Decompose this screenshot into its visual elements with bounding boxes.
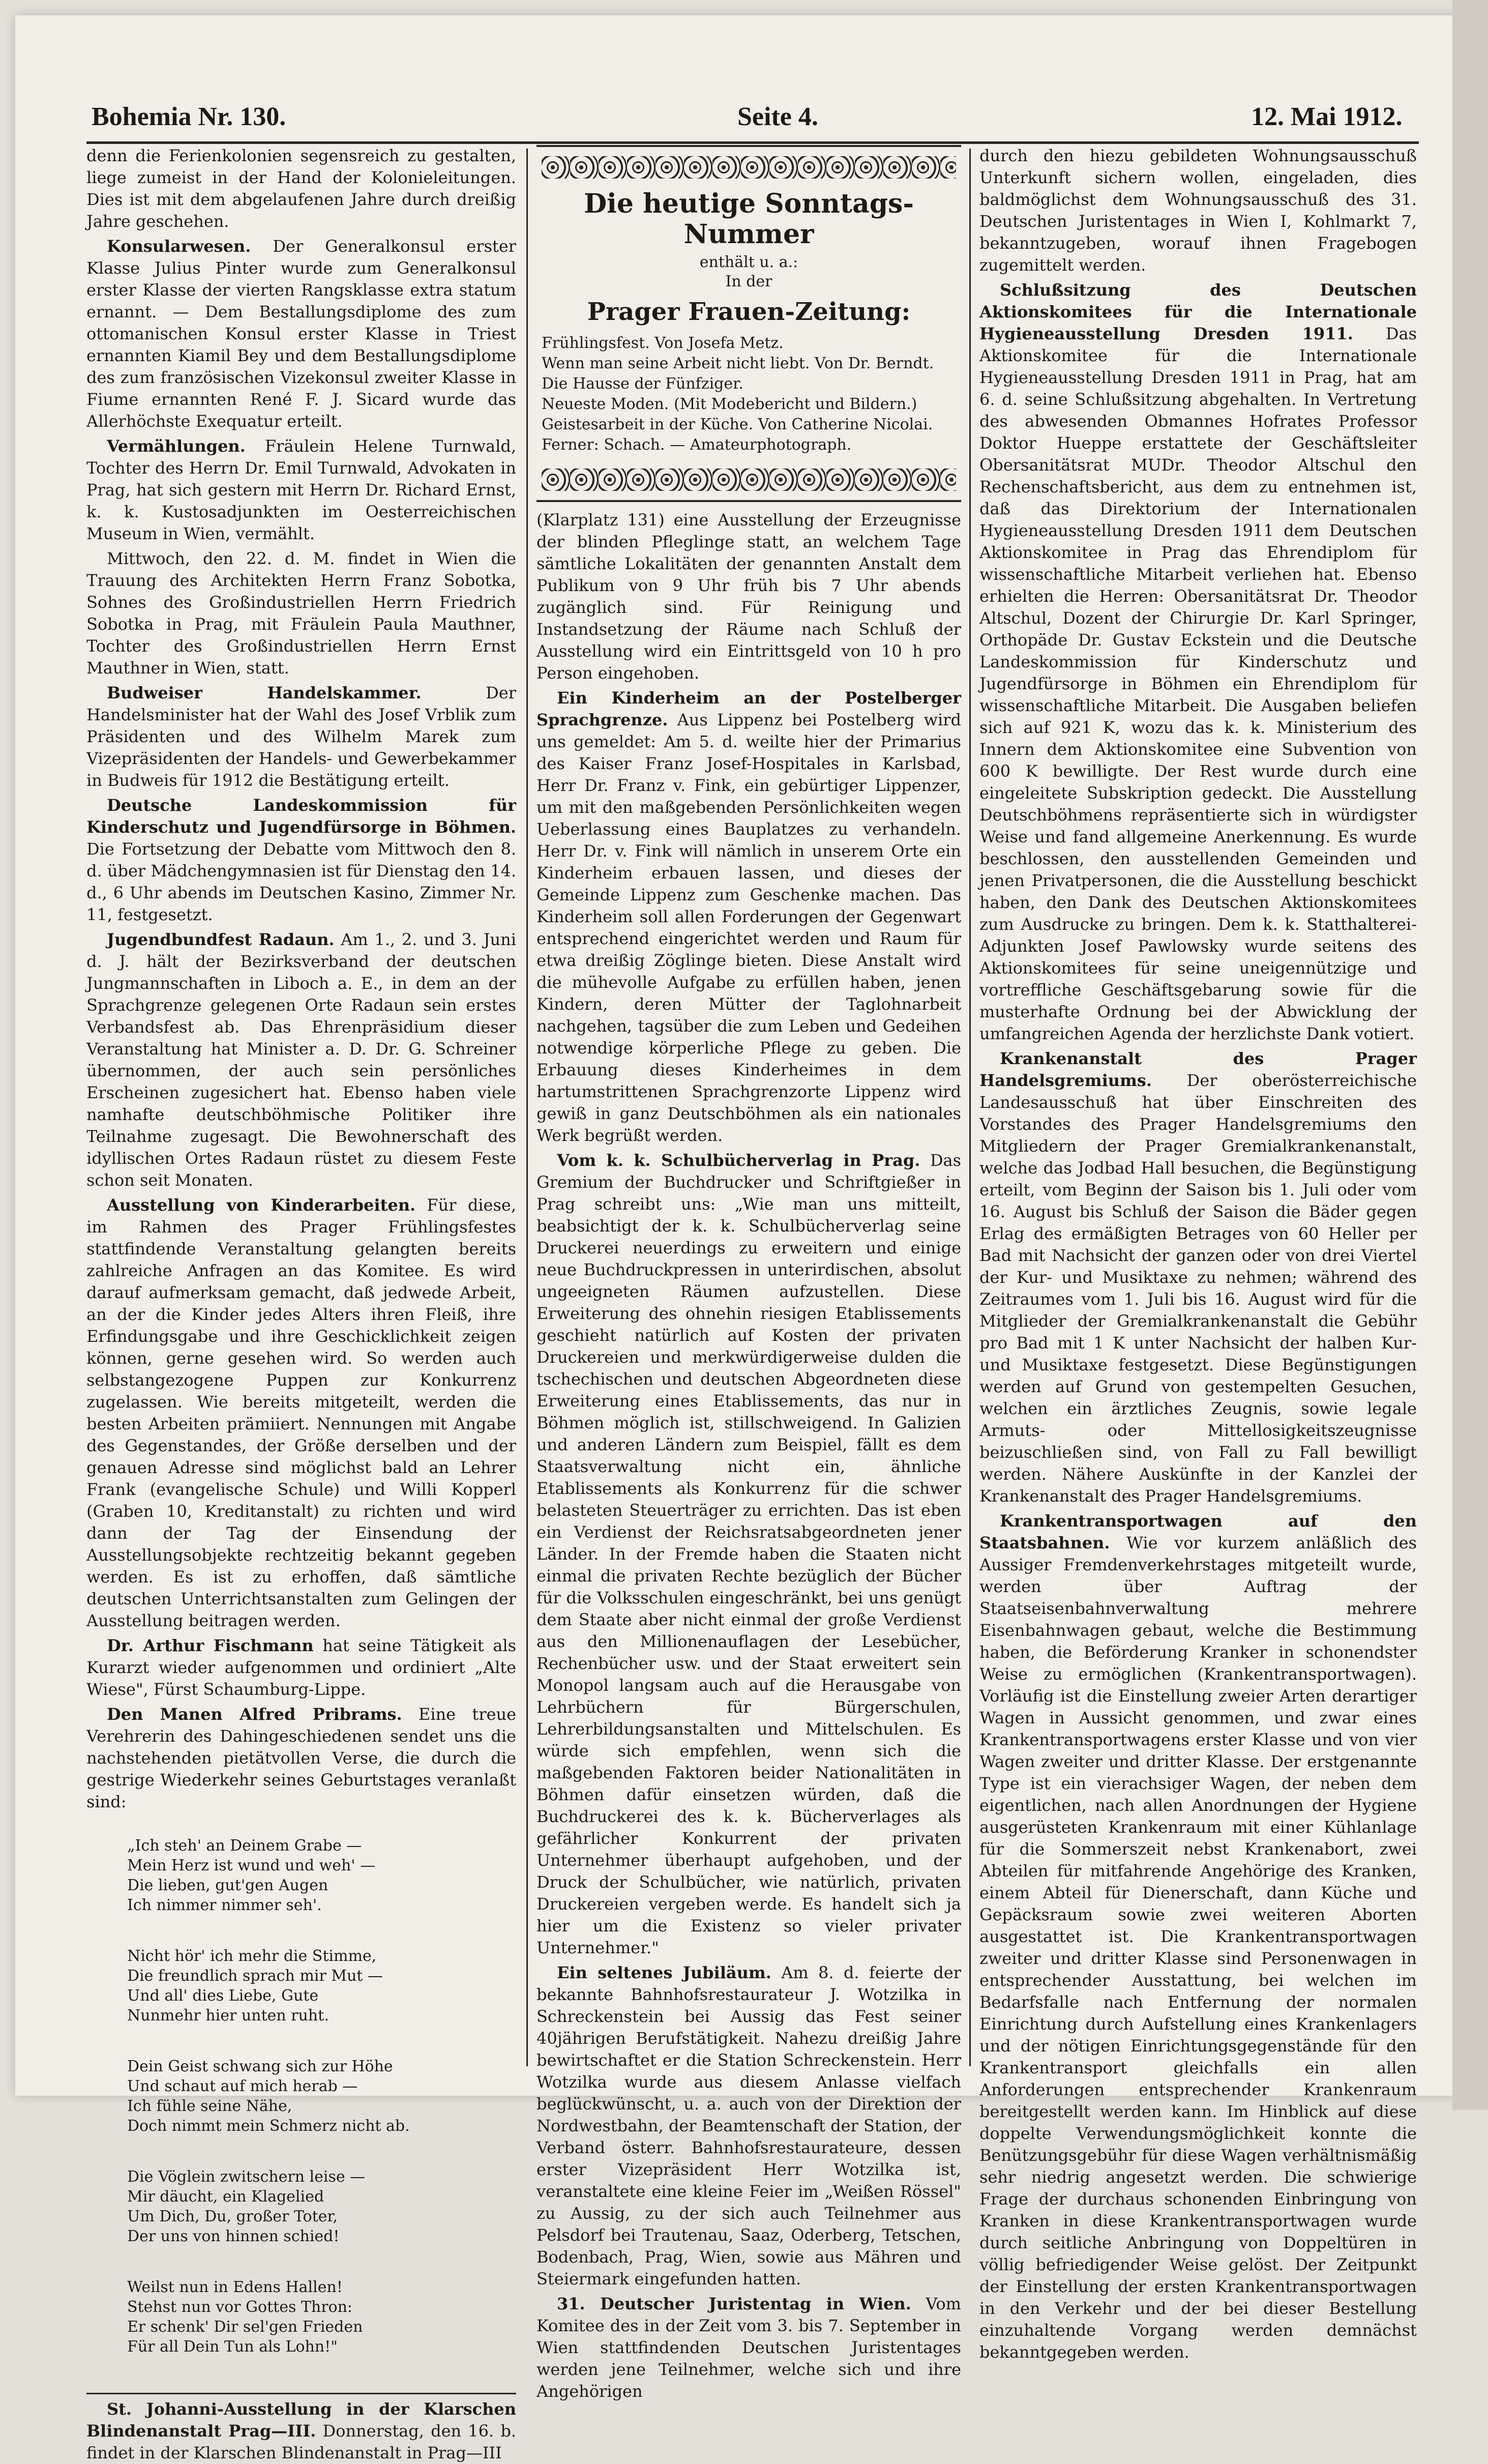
- column-divider-1: [526, 149, 528, 2066]
- article: [537, 2293, 961, 2402]
- article-heading: Ausstellung von Kinderarbeiten.: [107, 1195, 416, 1215]
- article-text: durch den hiezu gebildeten Wohnungsausschuß Unterkunft sichern wollen, eingeladen, dies baldmöglichst dem Wohnungsausschuß des 31. Deutschen Juristentages in Wien I, Kohlmarkt 7, bekanntzugeben, worauf ihnen Fragebogen zugemittelt werden.: [979, 146, 1417, 275]
- article: [86, 929, 516, 1191]
- article: [86, 1704, 516, 1813]
- article-heading: Konsularwesen.: [107, 237, 251, 256]
- ornament-border: [542, 468, 956, 491]
- article-text: Eine treue Verehrerin des Dahingeschiedenen sendet uns die nachstehenden pietätvollen Verse, die durch die gestrige Wiederkehr seines Geburtstages veranlaßt sind:: [86, 1705, 516, 1811]
- article-text: Aus Lippenz bei Postelberg wird uns gemeldet: Am 5. d. weilte hier der Primarius des Kaiser Franz Josef-Hospitales in Karlsbad, Herr Dr. Franz v. Fink, ein gebürtiger Lippenzer, um mit den maßgebenden Persönlichkeiten wegen Ueberlassung eines Bauplatzes zu verhandeln. Herr Dr. v. Fink will nämlich in unserem Orte ein Kinderheim erbauen lassen, und dieses der Gemeinde Lippenz zum Geschenke machen. Das Kinderheim soll allen Forderungen der Gegenwart entsprechend eingerichtet werden und Raum für etwa dreißig Zöglinge bieten. Diese Anstalt wird die mühevolle Aufgabe zu erfüllen haben, jenen Kindern, deren Mütter der Taglohnarbeit nachgehen, tagsüber die zum Leben und Gedeihen notwendige körperliche Pflege zu geben. Die Erbauung dieses Kinderheimes in dem hartumstrittenen Sprachgrenzorte Lippenz wird gewiß in ganz Deutschböhmen als ein nationales Werk begrüßt werden.: [537, 710, 962, 1145]
- poem-stanza: Nicht hör' ich mehr die Stimme, Die freundlich sprach mir Mut — Und all' dies Liebe, Gute Nunmehr hier unten ruht.: [127, 1947, 383, 2025]
- article-text: Der Generalkonsul erster Klasse Julius Pinter wurde zum Generalkonsul erster Klasse der vierten Rangsklasse extra statum ernannt. — Dem Bestallungsdiplome des zum ottomanischen Konsul erster Klasse in Triest ernannten Kiamil Bey und dem Bestallungsdiplome des zum französischen Vizekonsul zweiter Klasse in Fiume ernannten René F. J. Sicard wurde das Allerhöchste Exequatur erteilt.: [86, 237, 517, 431]
- article-text: Das Gremium der Buchdrucker und Schriftgießer in Prag schreibt uns: „Wie man uns mitteilt, beabsichtigt der k. k. Schulbücherverlag seine Druckerei neuerdings zu erweitern und einige neue Buchdruckpressen in unterirdischen, absolut ungeeigneten Räumen aufzustellen. Diese Erweiterung des ohnehin riesigen Etablissements geschieht natürlich auf Kosten der privaten Druckereien und merkwürdigerweise dulden die tschechischen und deutschen Abgeordneten diese Erweiterung eines Etablissements, das nur in Böhmen möglich ist, stillschweigend. In Galizien und anderen Ländern zum Beispiel, fällt es dem Staatsverwaltung nicht ein, ähnliche Etablissements als Konkurrenz für die schwer belasteten Steuerträger zu errichten. Das ist eben ein Verdienst der Reichsratsabgeordneten jener Länder. In der Fremde haben die Staaten nicht einmal die privaten Rechte bezüglich der Bücher für die Volksschulen eingeschränkt, bei uns genügt dem Staate aber nicht einmal der große Verdienst aus den Millionenauflagen der Lesebücher, Rechenbücher usw. und der Staat erweitert sein Monopol langsam auch auf die Herausgabe von Lehrbüchern für Bürgerschulen, Lehrerbildungsanstalten und Mittelschulen. Es würde sich empfehlen, wenn sich die maßgebenden Faktoren beider Nationalitäten in Böhmen dafür einsetzen würden, daß die Buchdruckerei des k. k. Bücherverlages als gefährlicher Konkurrent der privaten Unternehmer überhaupt aufgehoben, und der Druck der Schulbücher, wie natürlich, privaten Druckereien vergeben werde. Es handelt sich ja hier um die Existenz so vieler privater Unternehmer.": [537, 1151, 961, 1957]
- page-edge-shadow: [1452, 0, 1488, 2110]
- poem: [127, 1816, 516, 2388]
- issue-date: 12. Mai 1912.: [1251, 102, 1403, 131]
- article-text: Vom Komitee des in der Zeit vom 3. bis 7. September in Wien stattfindenden Deutschen Juristentages werden jene Teilnehmer, welche sich und ihre Angehörigen: [537, 2294, 962, 2401]
- article-text: hat seine Tätigkeit als Kurarzt wieder aufgenommen und ordiniert „Alte Wiese", Fürst Schaumburg-Lippe.: [86, 1636, 517, 1699]
- box-item: Wenn man seine Arbeit nicht liebt. Von Dr. Berndt.: [542, 355, 934, 372]
- article-heading: Vermählungen.: [107, 436, 246, 456]
- page-header: [81, 102, 1424, 148]
- column-1: [86, 145, 517, 2462]
- poem-stanza: Weilst nun in Edens Hallen! Stehst nun vor Gottes Thron: Er schenk' Dir sel'gen Frieden Für all Dein Tun als Lohn!": [127, 2278, 363, 2356]
- article-text: Fräulein Helene Turnwald, Tochter des Herrn Dr. Emil Turnwald, Advokaten in Prag, hat sich gestern mit Herrn Dr. Richard Ernst, k. k. Kustosadjunkten im Oesterreichischen Museum in Wien, vermählt.: [86, 436, 517, 543]
- article-text: Die Fortsetzung der Debatte vom Mittwoch den 8. d. über Mädchengymnasien ist für Dienstag den 14. d., 6 Uhr abends im Deutschen Kasino, Zimmer Nr. 11, festgesetzt.: [86, 839, 516, 924]
- poem-stanza: „Ich steh' an Deinem Grabe — Mein Herz ist wund und weh' — Die lieben, gut'gen Augen Ich nimmer nimmer seh'.: [127, 1837, 376, 1914]
- newspaper-page: [15, 15, 1460, 2462]
- box-subtitle: enthält u. a.:: [699, 253, 798, 271]
- article-heading: Krankentransportwagen auf den Staatsbahnen.: [979, 1511, 1417, 1552]
- article: [979, 279, 1417, 1045]
- article-heading: Jugendbundfest Radaun.: [107, 930, 335, 949]
- article-heading: Ein seltenes Jubiläum.: [557, 1963, 771, 1982]
- paper-issue: Bohemia Nr. 130.: [92, 102, 286, 131]
- column-divider-2: [969, 149, 971, 2066]
- article-heading: Den Manen Alfred Pribrams.: [107, 1705, 402, 1724]
- article-heading: Schlußsitzung des Deutschen Aktionskomitees für die Internationale Hygieneausstellung Dresden 1911.: [979, 280, 1417, 343]
- article: [979, 1510, 1417, 2363]
- article: [537, 1962, 961, 2290]
- page-number: Seite 4.: [737, 102, 818, 131]
- article-text: Am 8. d. feierte der bekannte Bahnhofsrestaurateur J. Wotzilka in Schreckenstein bei Aussig das Fest seiner 40jährigen Berufstätigkeit. Nahezu dreißig Jahre bewirtschaftet er die Station Schreckenstein. Herr Wotzilka wurde aus diesem Anlasse vielfach beglückwünscht, u. a. auch von der Direktion der Nordwestbahn, der Beamtenschaft der Station, der Verband österr. Bahnhofsrestaurateure, dessen erster Vizepräsident Herr Wotzilka ist, veranstaltete eine kleine Feier im „Weißen Rössel" zu Aussig, zu der sich auch Teilnehmer aus Pelsdorf bei Trautenau, Saaz, Oderberg, Tetschen, Bodenbach, Prag, Wien, sowie aus Mähren und Steiermark eingefunden hatten.: [537, 1963, 962, 2289]
- article-text: Der Handelsminister hat der Wahl des Josef Vrblik zum Präsidenten und des Wilhelm Marek zum Vizepräsidenten der Handels- und Gewerbekammer in Budweis für 1912 die Bestätigung erteilt.: [86, 683, 516, 790]
- box-item: Ferner: Schach. — Amateurphotograph.: [542, 436, 852, 454]
- column-3: [979, 145, 1417, 2362]
- box-title: Die heutige Sonntags-Nummer: [584, 188, 914, 250]
- article-heading: Krankenanstalt des Prager Handelsgremiums.: [979, 1049, 1417, 1090]
- article: [537, 687, 961, 1147]
- header-rule: [86, 141, 1419, 144]
- article-heading: Deutsche Landeskommission für Kinderschutz und Jugendfürsorge in Böhmen.: [86, 796, 516, 837]
- article-heading: Dr. Arthur Fischmann: [107, 1636, 314, 1655]
- box-item: Neueste Moden. (Mit Modebericht und Bildern.): [542, 395, 917, 413]
- article-heading: Vom k. k. Schulbücherverlag in Prag.: [557, 1151, 920, 1170]
- box-item: Frühlingsfest. Von Josefa Metz.: [542, 334, 784, 352]
- article-text: Wie vor kurzem anläßlich des Aussiger Fremdenverkehrstages mitgeteilt wurde, werden über Auftrag der Staatseisenbahnverwaltung mehrere Eisenbahnwagen gebaut, welche die Bestimmung haben, die Beförderung Kranker in schonendster Weise zu ermöglichen (Krankentransportwagen). Vorläufig ist die Einstellung zweier Arten derartiger Wagen in Aussicht genommen, und zwar eines Krankentransportwagens erster Klasse und von vier Wagen zweiter und dritter Klasse. Der erstgenannte Type ist ein vierachsiger Wagen, der neben dem eigentlichen, nach allen Anordnungen der Hygiene ausgerüsteten Krankenraum mit einer Kühlanlage für die Sommerszeit nebst Krankenabort, zwei Abteilen für mitfahrende Angehörige des Kranken, einem Abteil für Dienerschaft, dann Küche und Gepäcksraum sowie zwei weiteren Aborten ausgestattet ist. Die Krankentransportwagen zweiter und dritter Klasse sind Personenwagen in entsprechender Ausstattung, bei welchen im Bedarfsfalle nach Entfernung der normalen Einrichtung durch Aufstellung eines Krankenlagers und der nötigen Einrichtungsgegenstände für den Krankentransport gleichfalls ein allen Anforderungen entsprechender Krankenraum bereitgestellt werden kann. Im Hinblick auf diese doppelte Verwendungsmöglichkeit konnte die Benützungsgebühr für diese Wagen verhältnismäßig sehr niedrig angesetzt werden. Die schwierige Frage der durchaus schonenden Einbringung von Kranken in diese Krankentransportwagen wurde durch seitliche Anbringung von Doppeltüren in völlig befriedigender Weise gelöst. Der Zeitpunkt der Einstellung der ersten Krankentransportwagen in den Verkehr und der bei dieser Bestellung einzuhaltende Vorgang werden demnächst bekanntgegeben werden.: [979, 1533, 1417, 2362]
- article: [86, 795, 516, 926]
- article: [537, 1150, 961, 1959]
- article-heading: Budweiser Handelskammer.: [107, 683, 422, 702]
- box-paper-name: Prager Frauen-Zeitung:: [587, 298, 911, 326]
- article-text: Mittwoch, den 22. d. M. findet in Wien die Trauung des Architekten Herrn Franz Sobotka, Sohnes des Großindustriellen Herrn Friedrich Sobotka in Prag, mit Fräulein Paula Mauthner, Tochter des Großindustriellen Herrn Ernst Mauthner in Wien, statt.: [86, 549, 516, 678]
- poem-stanza: Dein Geist schwang sich zur Höhe Und schaut auf mich herab — Ich fühle seine Nähe, Doch nimmt mein Schmerz nicht ab.: [127, 2058, 410, 2135]
- article-text: Für diese, im Rahmen des Prager Frühlingsfestes stattfindende Veranstaltung gelangten bereits zahlreiche Anfragen an das Komitee. Es wird darauf aufmerksam gemacht, daß jedwede Arbeit, an der die Kinder jedes Alters ihren Fleiß, ihre Erfindungsgabe und ihre Geschicklichkeit zeigen können, gerne gesehen wird. So werden auch selbstangezogene Puppen zur Konkurrenz zugelassen. Wie bereits mitgeteilt, werden die besten Arbeiten prämiiert. Nennungen mit Angabe des Gegenstandes, der Größe derselben und der genauen Adresse sind möglichst bald an Lehrer Frank (evangelische Schule) und Willi Kopperl (Graben 10, Kreditanstalt) zu richten und wird dann der Tag der Einsendung der Ausstellungsobjekte rechtzeitig bekannt gegeben werden. Es ist zu erhoffen, daß sämtliche deutschen Unterrichtsanstalten zum Gelingen der Ausstellung beitragen werden.: [86, 1195, 517, 1630]
- article: [86, 1635, 516, 1700]
- box-subtitle: In der: [725, 273, 772, 290]
- article-text: Donnerstag, den 16. b. findet in der Klarschen Blindenanstalt in Prag—III: [86, 2421, 517, 2462]
- box-item: Die Hausse der Fünfziger.: [542, 375, 743, 393]
- poem-stanza: Die Vöglein zwitschern leise — Mir däucht, ein Klagelied Um Dich, Du, großer Toter, Der uns von hinnen schied!: [127, 2168, 366, 2245]
- article: [86, 2398, 516, 2464]
- article-text: Das Aktionskomitee für die Internationale Hygieneausstellung Dresden 1911 in Prag, hat am 6. d. seine Schlußsitzung abgehalten. In Vertretung des abwesenden Obmannes Hofrates Professor Doktor Hueppe erstattete der Geschäftsleiter Obersanitätsrat MUDr. Theodor Altschul den Rechenschaftsbericht, aus dem zu entnehmen ist, daß das Direktorium der Internationalen Hygieneausstellung Dresden 1911 dem Deutschen Aktionskomitee in Prag das Ehrendiplom für wissenschaftliche Mitarbeit verliehen hat. Ebenso erhielten die Herren: Obersanitätsrat Dr. Theodor Altschul, Dozent der Chirurgie Dr. Karl Springer, Orthopäde Dr. Gustav Eckstein und die Deutsche Landeskommission für Kinderschutz und Jugendfürsorge in Böhmen ein Ehrendiplom für wissenschaftliche Mitarbeit. Die Ausgaben beliefen sich auf 921 K, wozu das k. k. Ministerium des Innern dem Aktionskomitee eine Subvention von 600 K bewilligte. Der Rest wurde durch eine eingeleitete Subskription gedeckt. Die Ausstellung Deutschböhmens repräsentierte sich in würdigster Weise und fand allgemeine Anerkennung. Es wurde beschlossen, den ausstellenden Gemeinden und jenen Privatpersonen, die die Ausstellung beschickt haben, den Dank des Deutschen Aktionskomitees zum Ausdrucke zu bringen. Dem k. k. Statthalterei-Adjunkten Josef Pawlowsky wurde seitens des Aktionskomitees für seine uneigennützige und vortreffliche Geschäftsgebarung sowie für die musterhafte Ordnung bei der Abwicklung der umfangreichen Agenda der herzlichste Dank votiert.: [979, 324, 1417, 1043]
- sunday-issue-box: [537, 145, 961, 502]
- column-2: [537, 145, 962, 2401]
- article-text: Der oberösterreichische Landesausschuß hat über Einschreiten des Vorstandes des Prager Handelsgremiums den Mitgliedern der Prager Gremialkrankenanstalt, welche das Jodbad Hall besuchen, die Begünstigung erteilt, vom Beginn der Saison bis 1. Juli oder vom 16. August bis Schluß der Saison die Bäder gegen Erlag des ermäßigten Betrages von 60 Heller per Bad mit Nachsicht der ganzen oder von drei Viertel der Kur- und Musiktaxe zu nehmen; während des Zeitraumes vom 1. Juli bis 16. August wird für die Mitglieder der Gremialkrankenanstalt die Gebühr pro Bad mit 1 K unter Nachsicht der halben Kur- und Musiktaxe festgesetzt. Diese Begünstigungen werden auf Grund von gestempelten Gesuchen, welchen ein ärztliches Zeugnis, sowie legale Armuts- oder Mittellosigkeitszeugnisse beizuschließen sind, von Fall zu Fall bewilligt werden. Nähere Auskünfte in der Kanzlei der Krankenanstalt des Prager Handelsgremiums.: [979, 1071, 1417, 1506]
- box-item: Geistesarbeit in der Küche. Von Catherine Nicolai.: [542, 416, 933, 433]
- article-heading: 31. Deutscher Juristentag in Wien.: [557, 2294, 911, 2313]
- article-text: Am 1., 2. und 3. Juni d. J. hält der Bezirksverband der deutschen Jungmannschaften in Liboch a. E., in dem an der Sprachgrenze gelegenen Orte Radaun sein erstes Verbandsfest ab. Das Ehrenpräsidium dieser Veranstaltung hat Minister a. D. Dr. G. Schreiner übernommen, der auch sein persönliches Erscheinen zugesichert hat. Ebenso haben viele namhafte deutschböhmische Politiker ihre Teilnahme zugesagt. Die Bewohnerschaft des idyllischen Ortes Radaun rüstet zu diesem Feste schon seit Monaten.: [86, 930, 517, 1190]
- article: [86, 1194, 516, 1632]
- article-heading: Ein Kinderheim an der Postelberger Sprachgrenze.: [537, 688, 961, 729]
- article: [86, 682, 516, 791]
- ornament-border: [542, 156, 956, 179]
- article-text: (Klarplatz 131) eine Ausstellung der Erzeugnisse der blinden Pfleglinge statt, an welchem Tage sämtliche Lokalitäten der genannten Anstalt dem Publikum von 9 Uhr früh bis 7 Uhr abends zugänglich sind. Für Reinigung und Instandsetzung der Räume nach Schluß der Ausstellung wird ein Eintrittsgeld von 10 h pro Person eingehoben.: [537, 510, 961, 683]
- article: [979, 1048, 1417, 1507]
- section-rule: [86, 2393, 516, 2394]
- article: [86, 435, 516, 545]
- article-heading: St. Johanni-Ausstellung in der Klarschen Blindenanstalt Prag—III.: [86, 2399, 516, 2441]
- article: [86, 236, 516, 432]
- article-text: denn die Ferienkolonien segensreich zu gestalten, liege zumeist in der Hand der Kolonieleitungen. Dies ist mit dem abgelaufenen Jahre durch dreißig Jahre geschehen.: [86, 146, 516, 231]
